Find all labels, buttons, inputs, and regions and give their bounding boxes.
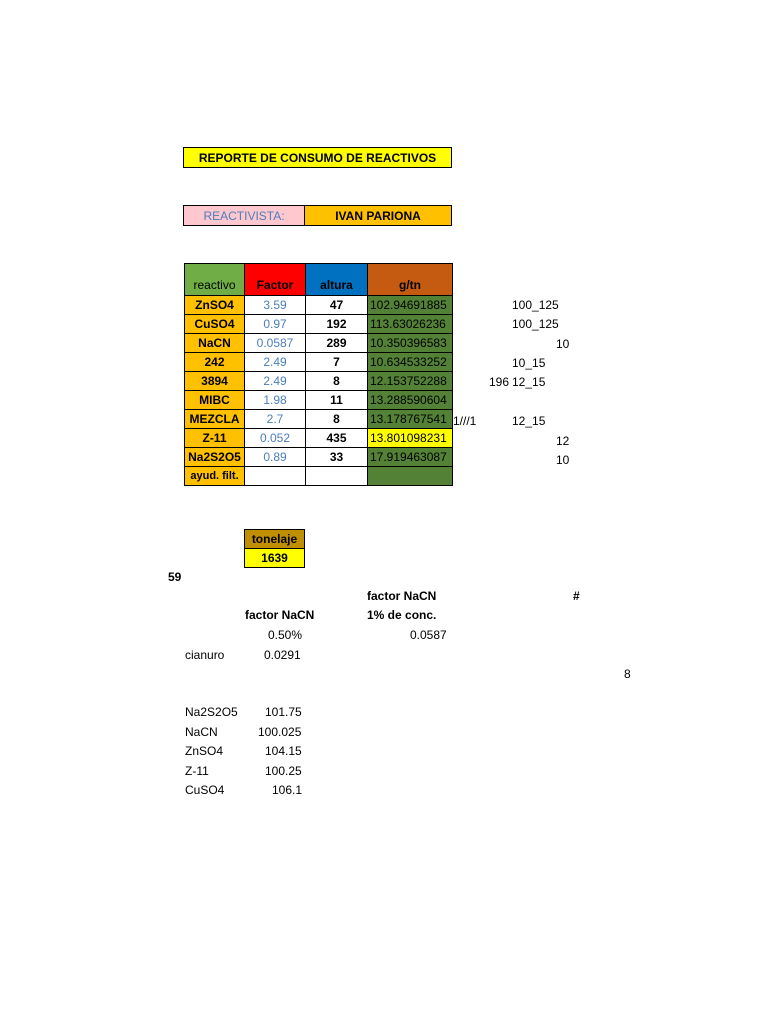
cell-reactivo: Na2S2O5 [185, 448, 245, 467]
hash-mark: # [573, 589, 580, 603]
summary-name: NaCN [185, 725, 218, 739]
table-row [185, 467, 453, 486]
cell-altura: 8 [306, 410, 368, 429]
table-row [185, 448, 453, 467]
cell-reactivo: NaCN [185, 334, 245, 353]
header-reactivo: reactivo [185, 264, 245, 296]
factor-nacn-label-right: factor NaCN [367, 589, 437, 603]
cell-factor: 0.89 [245, 448, 306, 467]
summary-value: 100.025 [258, 725, 302, 739]
cell-altura: 8 [306, 372, 368, 391]
reagent-table [184, 263, 453, 486]
cell-gtn-highlighted: 13.801098231 [368, 429, 453, 448]
cell-reactivo: MEZCLA [185, 410, 245, 429]
table-row [185, 353, 453, 372]
table-row [185, 315, 453, 334]
cell-gtn: 17.919463087 [368, 448, 453, 467]
cell-gtn: 13.178767541 [368, 410, 453, 429]
summary-name: Z-11 [185, 764, 209, 778]
cell-gtn: 10.350396583 [368, 334, 453, 353]
header-factor: Factor [245, 264, 306, 296]
cell-factor: 3.59 [245, 296, 306, 315]
cell-gtn [368, 467, 453, 486]
cell-gtn: 12.153752288 [368, 372, 453, 391]
table-row [185, 429, 453, 448]
side-note: 10_15 [512, 356, 546, 370]
summary-name: ZnSO4 [185, 744, 224, 758]
summary-name: Na2S2O5 [185, 705, 238, 719]
cell-altura: 33 [306, 448, 368, 467]
number-8: 8 [624, 667, 631, 681]
cell-altura: 47 [306, 296, 368, 315]
cell-gtn: 13.288590604 [368, 391, 453, 410]
percent-value: 0.50% [268, 628, 303, 642]
summary-value: 100.25 [265, 764, 302, 778]
table-row [185, 391, 453, 410]
concentration-value: 0.0587 [410, 628, 447, 642]
cell-altura: 192 [306, 315, 368, 334]
side-note: 10 [556, 337, 570, 351]
cell-altura: 7 [306, 353, 368, 372]
table-row [185, 334, 453, 353]
cianuro-label: cianuro [185, 648, 225, 662]
summary-value: 106.1 [272, 783, 303, 797]
cell-gtn: 10.634533252 [368, 353, 453, 372]
cell-reactivo: Z-11 [185, 429, 245, 448]
cell-factor: 0.052 [245, 429, 306, 448]
side-note: 12 [556, 434, 570, 448]
cell-altura: 289 [306, 334, 368, 353]
table-row [185, 372, 453, 391]
cell-factor: 1.98 [245, 391, 306, 410]
reactivista-name-text: IVAN PARIONA [335, 208, 421, 223]
summary-name: CuSO4 [185, 783, 225, 797]
cell-gtn: 102.94691885 [368, 296, 453, 315]
cell-reactivo: CuSO4 [185, 315, 245, 334]
reactivista-label-text: REACTIVISTA: [203, 208, 285, 223]
tonelaje-value-text: 1639 [261, 551, 288, 565]
table-header-row [185, 264, 453, 296]
summary-value: 104.15 [265, 744, 302, 758]
tonelaje-value [244, 548, 305, 568]
cianuro-value: 0.0291 [264, 648, 301, 662]
header-gtn: g/tn [368, 264, 453, 296]
factor-nacn-label-left: factor NaCN [245, 608, 315, 622]
table-row [185, 296, 453, 315]
cell-factor: 2.49 [245, 372, 306, 391]
cell-reactivo: 3894 [185, 372, 245, 391]
cell-gtn: 113.63026236 [368, 315, 453, 334]
reactivista-label [183, 205, 305, 226]
cell-altura: 435 [306, 429, 368, 448]
cell-reactivo: 242 [185, 353, 245, 372]
cell-factor: 2.49 [245, 353, 306, 372]
cell-reactivo: MIBC [185, 391, 245, 410]
cell-altura: 11 [306, 391, 368, 410]
cell-factor: 0.0587 [245, 334, 306, 353]
reactivista-name [304, 205, 452, 226]
table-row [185, 410, 453, 429]
side-note: 10 [556, 453, 570, 467]
side-note: 100_125 [512, 298, 559, 312]
side-note: 12_15 [512, 375, 546, 389]
number-59: 59 [168, 570, 182, 584]
side-note: 100_125 [512, 317, 559, 331]
side-note: 196 [489, 375, 510, 389]
header-altura: altura [306, 264, 368, 296]
summary-value: 101.75 [265, 705, 302, 719]
cell-factor [245, 467, 306, 486]
cell-factor: 2.7 [245, 410, 306, 429]
cell-altura [306, 467, 368, 486]
tonelaje-label-text: tonelaje [251, 532, 298, 546]
cell-reactivo: ZnSO4 [185, 296, 245, 315]
side-note: 1///1 [453, 414, 477, 428]
report-title-text: REPORTE DE CONSUMO DE REACTIVOS [198, 150, 437, 165]
cell-factor: 0.97 [245, 315, 306, 334]
concentration-label: 1% de conc. [367, 608, 437, 622]
cell-reactivo: ayud. filt. [185, 467, 245, 486]
side-note: 12_15 [512, 414, 546, 428]
tonelaje-label [244, 529, 305, 549]
report-title [183, 147, 452, 168]
